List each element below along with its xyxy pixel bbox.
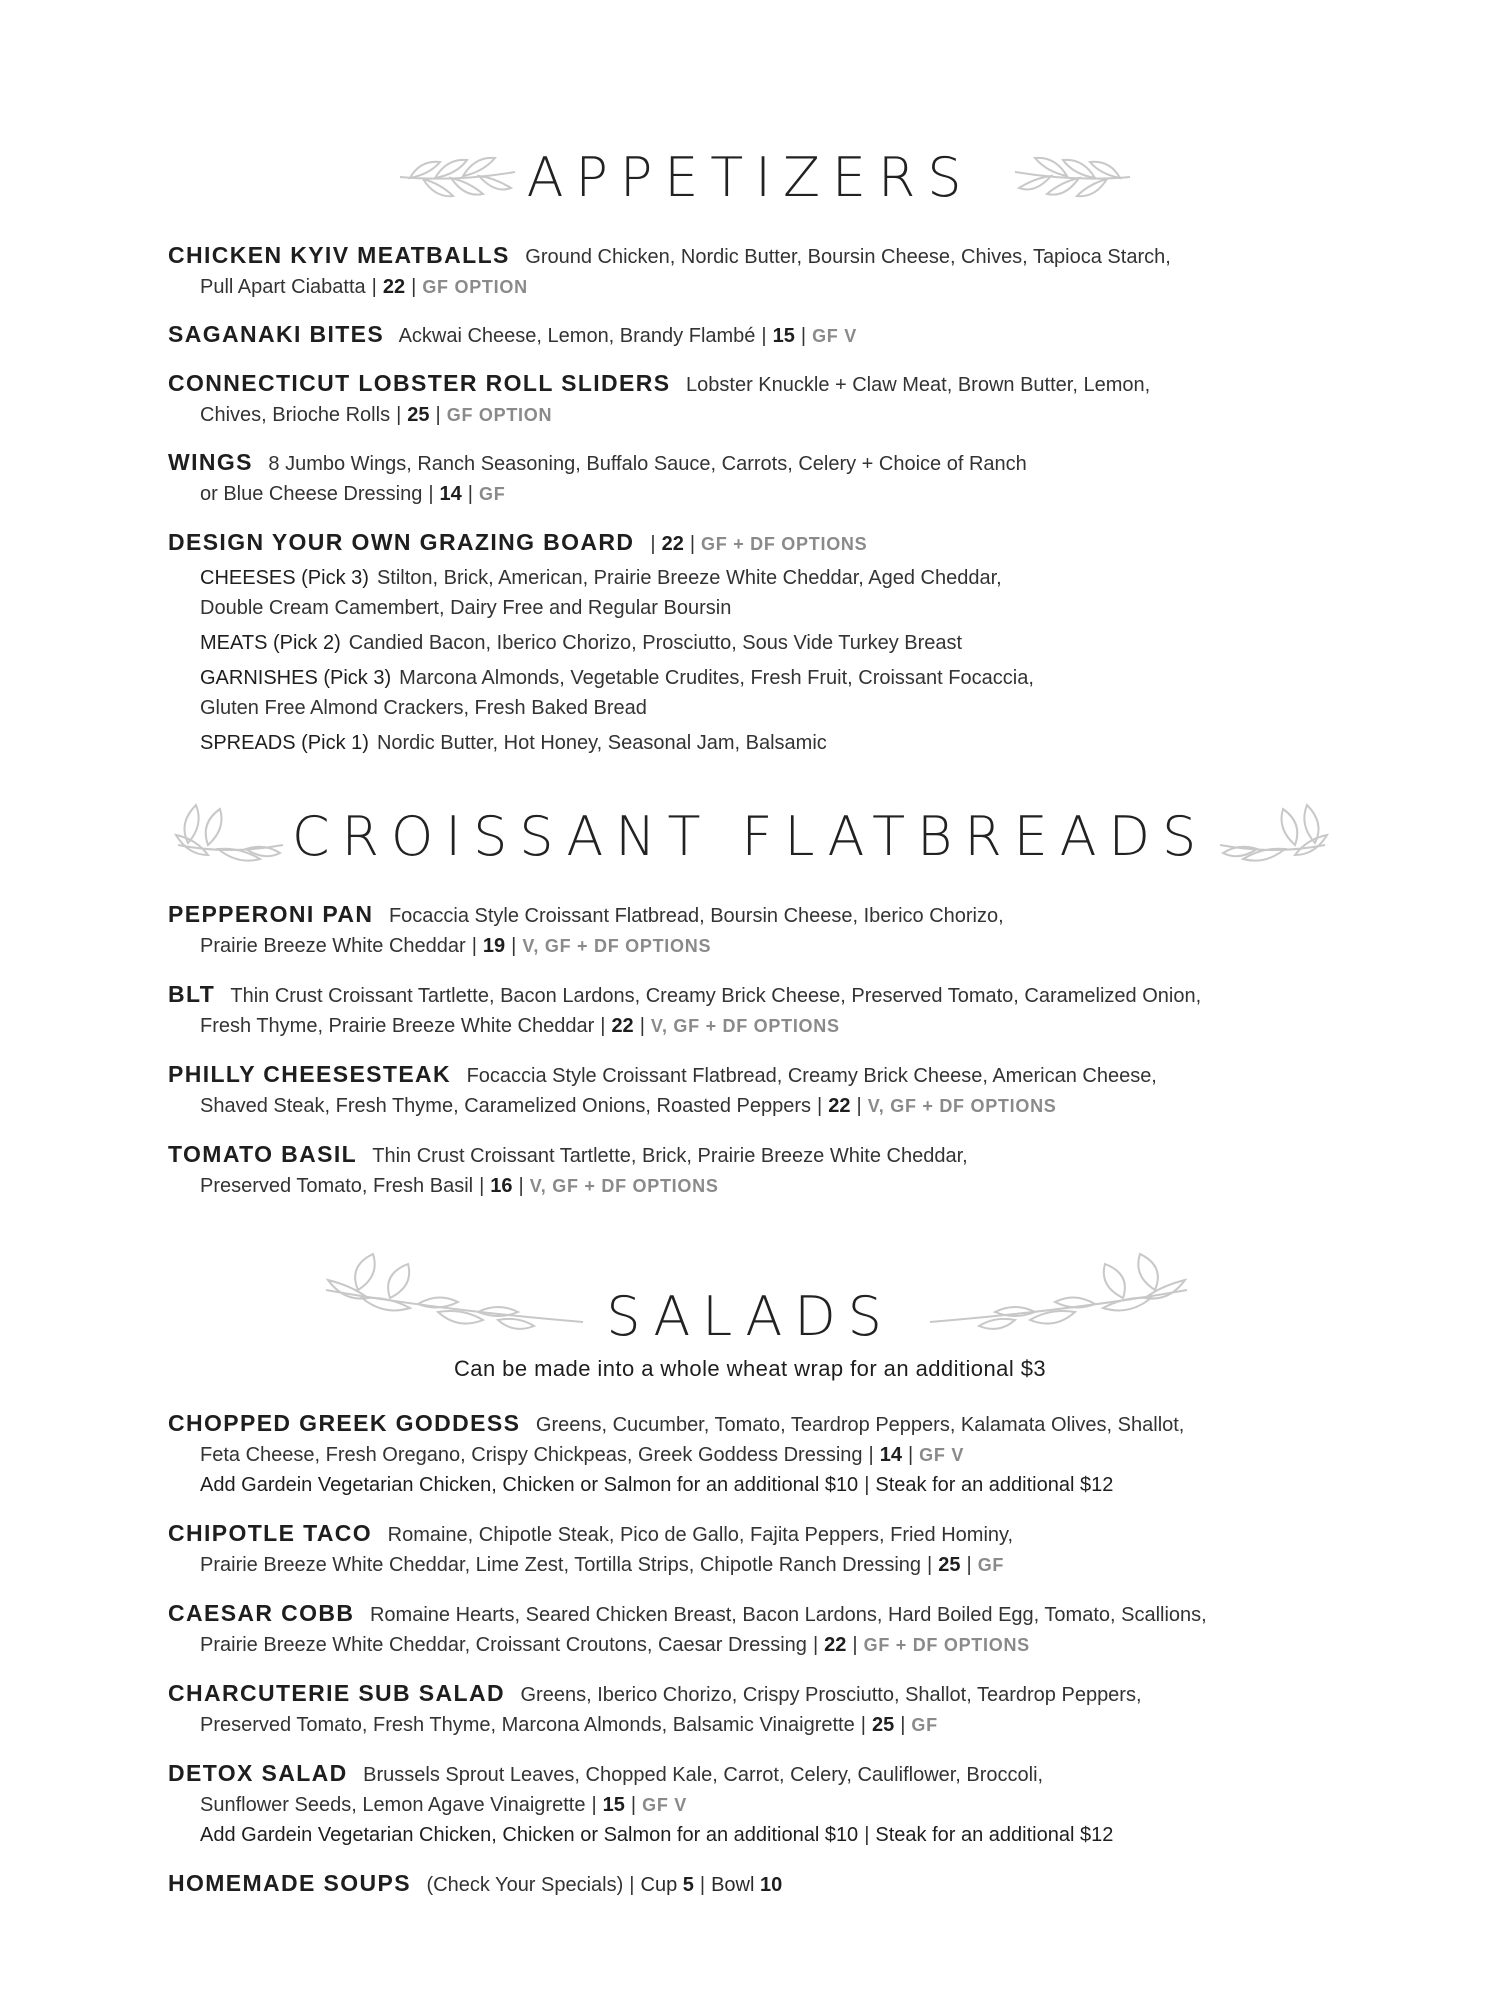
cup-price: 5 — [682, 1874, 694, 1896]
option-label: GARNISHES (Pick 3) — [200, 667, 392, 689]
section-title-flatbreads: CROISSANT FLATBREADS — [291, 805, 1209, 868]
item-description: Lobster Knuckle + Claw Meat, Brown Butter, Lemon, — [686, 374, 1151, 396]
item-name: TOMATO BASIL — [168, 1141, 358, 1167]
item-description-cont: Preserved Tomato, Fresh Basil — [200, 1175, 474, 1197]
item-description-cont: Shaved Steak, Fresh Thyme, Caramelized Onions, Roasted Peppers — [200, 1095, 812, 1117]
item-description: Focaccia Style Croissant Flatbread, Creamy Brick Cheese, American Cheese, — [466, 1065, 1157, 1087]
item-name: SAGANAKI BITES — [168, 321, 385, 347]
item-name: CONNECTICUT LOBSTER ROLL SLIDERS — [168, 370, 671, 396]
item-price: 19 — [482, 935, 506, 957]
item-diet: GF OPTION — [446, 405, 553, 425]
item-diet: GF V — [642, 1795, 687, 1815]
menu-item: DETOX SALAD Brussels Sprout Leaves, Chopped Kale, Carrot, Celery, Cauliflower, Broccoli, Sunflower Seeds, Lemon Agave Vinaigrette | 15 | GF V Add Gardein Vegetarian Chicken, Chicken or Salmon for an additional $10 | Steak for an additional $12 — [168, 1758, 1358, 1850]
item-description-cont: Prairie Breeze White Cheddar, Croissant Croutons, Caesar Dressing — [200, 1634, 807, 1656]
board-option — [200, 628, 1350, 658]
menu-item: TOMATO BASIL Thin Crust Croissant Tartlette, Brick, Prairie Breeze White Cheddar, Preserved Tomato, Fresh Basil | 16 | V, GF + DF OPTIONS — [168, 1141, 968, 1197]
option-label: SPREADS (Pick 1) — [200, 732, 369, 754]
item-price: 22 — [661, 533, 684, 555]
item-description-cont: Feta Cheese, Fresh Oregano, Crispy Chickpeas, Greek Goddess Dressing — [200, 1444, 863, 1466]
item-diet: GF + DF OPTIONS — [701, 534, 868, 554]
menu-item: PHILLY CHEESESTEAK Focaccia Style Croissant Flatbread, Creamy Brick Cheese, American Cheese, Shaved Steak, Fresh Thyme, Caramelized Onions, Roasted Peppers | 22 | V, GF + DF OPTIONS — [168, 1061, 1157, 1117]
menu-item: BLT Thin Crust Croissant Tartlette, Bacon Lardons, Creamy Brick Cheese, Preserved Tomato, Caramelized Onion, Fresh Thyme, Prairie Breeze White Cheddar | 22 | V, GF + DF OPTIONS — [168, 981, 1202, 1037]
item-price: 14 — [879, 1444, 902, 1466]
laurel-right-icon — [925, 1250, 1195, 1340]
item-addon: Add Gardein Vegetarian Chicken, Chicken or Salmon for an additional $10 | Steak for an additional $12 — [200, 1474, 1114, 1496]
item-description: Brussels Sprout Leaves, Chopped Kale, Carrot, Celery, Cauliflower, Broccoli, — [363, 1764, 1044, 1786]
menu-item: PEPPERONI PAN Focaccia Style Croissant Flatbread, Boursin Cheese, Iberico Chorizo, Prairie Breeze White Cheddar | 19 | V, GF + DF OPTIONS — [168, 901, 1004, 957]
option-text-cont: Double Cream Camembert, Dairy Free and Regular Boursin — [200, 597, 732, 619]
item-price: 22 — [611, 1015, 634, 1037]
item-description: Focaccia Style Croissant Flatbread, Boursin Cheese, Iberico Chorizo, — [388, 905, 1004, 927]
item-diet: GF V — [812, 326, 857, 346]
item-description: Thin Crust Croissant Tartlette, Bacon Lardons, Creamy Brick Cheese, Preserved Tomato, Caramelized Onion, — [230, 985, 1202, 1007]
item-diet: V, GF + DF OPTIONS — [522, 936, 712, 956]
item-name: BLT — [168, 981, 216, 1007]
item-description: Ackwai Cheese, Lemon, Brandy Flambé — [398, 325, 756, 347]
item-price: 15 — [602, 1794, 625, 1816]
item-diet: GF V — [919, 1445, 965, 1465]
menu-item-grazing-board: DESIGN YOUR OWN GRAZING BOARD | 22 | GF + DF OPTIONS — [168, 529, 868, 555]
item-description: (Check Your Specials) — [426, 1874, 624, 1896]
menu-item: CHIPOTLE TACO Romaine, Chipotle Steak, Pico de Gallo, Fajita Peppers, Fried Hominy, Prairie Breeze White Cheddar, Lime Zest, Tortilla Strips, Chipotle Ranch Dressing | 25 | GF — [168, 1520, 1014, 1576]
item-diet: GF — [977, 1555, 1005, 1575]
option-label: MEATS (Pick 2) — [200, 632, 341, 654]
item-description-cont: Prairie Breeze White Cheddar — [200, 935, 466, 957]
option-text: Nordic Butter, Hot Honey, Seasonal Jam, Balsamic — [376, 732, 827, 754]
item-price: 22 — [828, 1095, 851, 1117]
item-description: Greens, Cucumber, Tomato, Teardrop Peppers, Kalamata Olives, Shallot, — [535, 1414, 1185, 1436]
item-diet: V, GF + DF OPTIONS — [867, 1096, 1057, 1116]
item-name: CHARCUTERIE SUB SALAD — [168, 1680, 505, 1706]
item-description-cont: Pull Apart Ciabatta — [200, 276, 366, 298]
item-price: 25 — [871, 1714, 895, 1736]
board-option — [200, 663, 1350, 723]
item-description: Thin Crust Croissant Tartlette, Brick, Prairie Breeze White Cheddar, — [372, 1145, 968, 1167]
item-addon: Add Gardein Vegetarian Chicken, Chicken or Salmon for an additional $10 | Steak for an additional $12 — [200, 1824, 1114, 1846]
menu-item: CHICKEN KYIV MEATBALLS Ground Chicken, Nordic Butter, Boursin Cheese, Chives, Tapioca Starch, Pull Apart Ciabatta | 22 | GF OPTION — [168, 242, 1171, 298]
board-option — [200, 563, 1350, 623]
item-description-cont: Preserved Tomato, Fresh Thyme, Marcona Almonds, Balsamic Vinaigrette — [200, 1714, 855, 1736]
item-description-cont: or Blue Cheese Dressing — [200, 483, 423, 505]
option-text: Candied Bacon, Iberico Chorizo, Prosciutto, Sous Vide Turkey Breast — [348, 632, 963, 654]
bowl-label: Bowl — [711, 1874, 755, 1896]
item-price: 25 — [407, 404, 430, 426]
menu-item: CHARCUTERIE SUB SALAD Greens, Iberico Chorizo, Crispy Prosciutto, Shallot, Teardrop Peppers, Preserved Tomato, Fresh Thyme, Marcona Almonds, Balsamic Vinaigrette | 25 | GF — [168, 1680, 1142, 1736]
menu-item: CONNECTICUT LOBSTER ROLL SLIDERS Lobster Knuckle + Claw Meat, Brown Butter, Lemon, Chives, Brioche Rolls | 25 | GF OPTION — [168, 370, 1151, 426]
item-description: Greens, Iberico Chorizo, Crispy Prosciutto, Shallot, Teardrop Peppers, — [520, 1684, 1142, 1706]
item-diet: V, GF + DF OPTIONS — [529, 1176, 719, 1196]
menu-item: CAESAR COBB Romaine Hearts, Seared Chicken Breast, Bacon Lardons, Hard Boiled Egg, Tomato, Scallions, Prairie Breeze White Cheddar, Croissant Croutons, Caesar Dressing | 22 | GF + DF OPTIONS — [168, 1600, 1207, 1656]
laurel-right-icon — [1215, 795, 1335, 870]
item-description-cont: Sunflower Seeds, Lemon Agave Vinaigrette — [200, 1794, 586, 1816]
item-diet: GF — [479, 484, 506, 504]
item-price: 25 — [938, 1554, 961, 1576]
item-description-cont: Prairie Breeze White Cheddar, Lime Zest, Tortilla Strips, Chipotle Ranch Dressing — [200, 1554, 922, 1576]
item-diet: GF — [911, 1715, 938, 1735]
section-title-salads: SALADS — [606, 1285, 894, 1348]
menu-item: CHOPPED GREEK GODDESS Greens, Cucumber, Tomato, Teardrop Peppers, Kalamata Olives, Shallot, Feta Cheese, Fresh Oregano, Crispy Chickpeas, Greek Goddess Dressing | 14 | GF V Add Gardein Vegetarian Chicken, Chicken or Salmon for an additional $10 | Steak for an additional $12 — [168, 1408, 1358, 1500]
option-text: Marcona Almonds, Vegetable Crudites, Fresh Fruit, Croissant Focaccia, — [399, 667, 1034, 689]
option-text-cont: Gluten Free Almond Crackers, Fresh Baked Bread — [200, 697, 647, 719]
salads-note: Can be made into a whole wheat wrap for an additional $3 — [453, 1356, 1047, 1381]
board-option — [200, 728, 1350, 758]
bowl-price: 10 — [760, 1874, 783, 1896]
section-title-appetizers: APPETIZERS — [526, 146, 974, 209]
item-name: WINGS — [168, 449, 253, 475]
menu-item: SAGANAKI BITES Ackwai Cheese, Lemon, Brandy Flambé | 15 | GF V — [168, 321, 857, 347]
item-name: CHIPOTLE TACO — [168, 1520, 373, 1546]
item-description-cont: Fresh Thyme, Prairie Breeze White Cheddar — [200, 1015, 595, 1037]
item-diet: V, GF + DF OPTIONS — [650, 1016, 840, 1036]
item-price: 16 — [490, 1175, 513, 1197]
menu-item-soups: HOMEMADE SOUPS (Check Your Specials) | Cup 5 | Bowl 10 — [168, 1870, 783, 1896]
laurel-right-icon — [1010, 142, 1135, 212]
item-description: Ground Chicken, Nordic Butter, Boursin Cheese, Chives, Tapioca Starch, — [525, 246, 1171, 268]
item-name: PHILLY CHEESESTEAK — [168, 1061, 452, 1087]
item-name: DETOX SALAD — [168, 1760, 348, 1786]
item-description: Romaine, Chipotle Steak, Pico de Gallo, Fajita Peppers, Fried Hominy, — [387, 1524, 1014, 1546]
item-price: 22 — [824, 1634, 847, 1656]
option-text: Stilton, Brick, American, Prairie Breeze White Cheddar, Aged Cheddar, — [376, 567, 1002, 589]
item-name: CHOPPED GREEK GODDESS — [168, 1410, 521, 1436]
item-diet: GF + DF OPTIONS — [863, 1635, 1030, 1655]
item-price: 22 — [382, 276, 406, 298]
item-diet: GF OPTION — [422, 277, 528, 297]
item-name: DESIGN YOUR OWN GRAZING BOARD — [168, 529, 635, 555]
menu-item: WINGS 8 Jumbo Wings, Ranch Seasoning, Buffalo Sauce, Carrots, Celery + Choice of Ranch or Blue Cheese Dressing | 14 | GF — [168, 449, 1027, 505]
cup-label: Cup — [640, 1874, 678, 1896]
item-price: 15 — [772, 325, 795, 347]
item-name: CHICKEN KYIV MEATBALLS — [168, 242, 510, 268]
item-name: CAESAR COBB — [168, 1600, 355, 1626]
item-name: PEPPERONI PAN — [168, 901, 374, 927]
item-description-cont: Chives, Brioche Rolls — [200, 404, 391, 426]
item-description: Romaine Hearts, Seared Chicken Breast, Bacon Lardons, Hard Boiled Egg, Tomato, Scallions, — [369, 1604, 1207, 1626]
item-price: 14 — [439, 483, 462, 505]
item-name: HOMEMADE SOUPS — [168, 1870, 411, 1896]
item-description: 8 Jumbo Wings, Ranch Seasoning, Buffalo Sauce, Carrots, Celery + Choice of Ranch — [268, 453, 1027, 475]
option-label: CHEESES (Pick 3) — [200, 567, 369, 589]
